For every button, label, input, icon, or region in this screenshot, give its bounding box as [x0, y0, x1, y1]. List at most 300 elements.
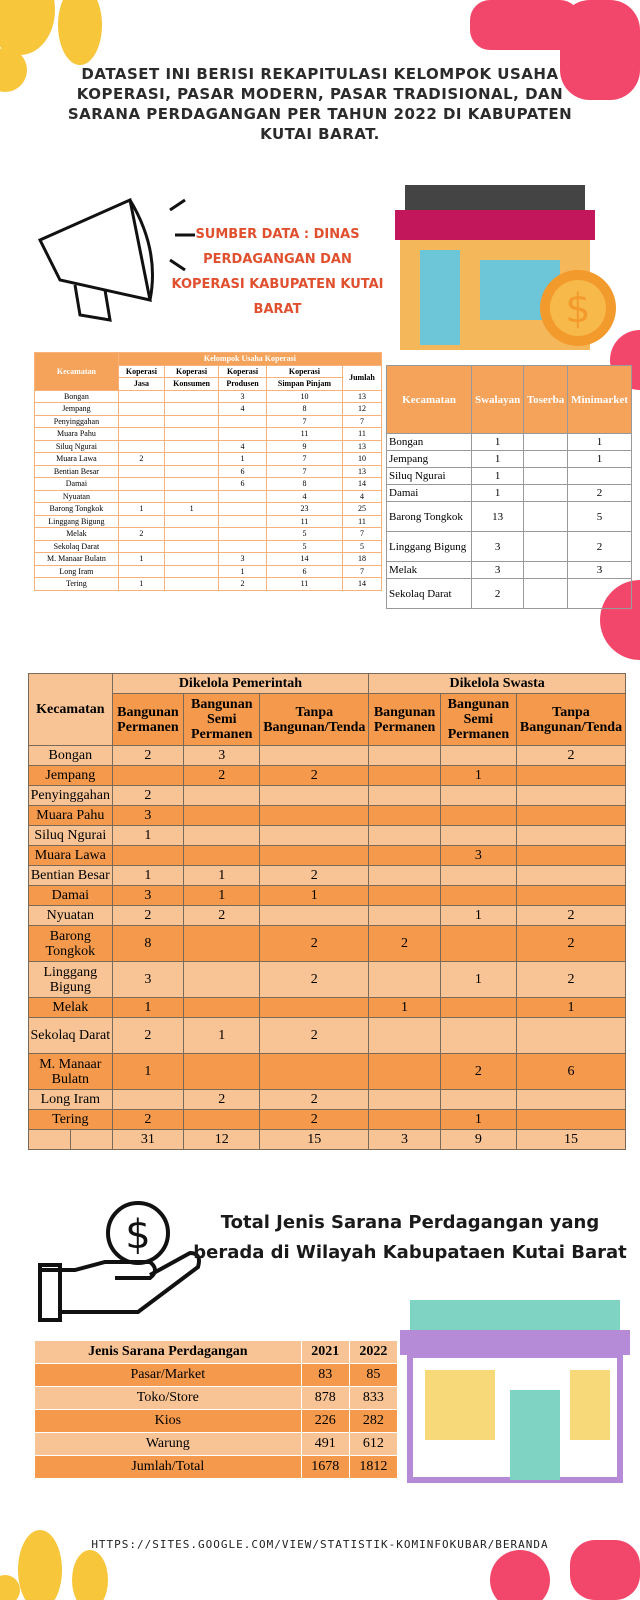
column-header: Toserba — [524, 366, 568, 434]
kecamatan-cell: M. Manaar Bulatn — [35, 553, 119, 566]
value-cell: 1 — [472, 451, 524, 468]
value-cell: 11 — [342, 515, 381, 528]
value-cell — [524, 434, 568, 451]
value-cell: 85 — [349, 1364, 397, 1387]
value-cell — [524, 468, 568, 485]
column-header: Bangunan Semi Permanen — [440, 694, 516, 746]
table-row — [29, 1110, 626, 1130]
table-row — [35, 403, 382, 416]
kecamatan-cell: Nyuatan — [29, 906, 113, 926]
table-row — [35, 1387, 398, 1410]
value-cell: 5 — [342, 540, 381, 553]
kecamatan-cell: Tering — [29, 1110, 113, 1130]
kecamatan-cell: Linggang Bigung — [29, 962, 113, 998]
value-cell — [219, 515, 267, 528]
value-cell: 282 — [349, 1410, 397, 1433]
kecamatan-cell: Linggang Bigung — [387, 532, 472, 562]
shop-front-icon — [400, 1300, 630, 1480]
value-cell — [369, 1018, 441, 1054]
kecamatan-cell: Siluq Ngurai — [35, 440, 119, 453]
value-cell: 14 — [342, 478, 381, 491]
table-row — [35, 553, 382, 566]
table-row — [387, 579, 632, 609]
jenis-cell: Warung — [35, 1433, 302, 1456]
value-cell: 2 — [516, 906, 625, 926]
kecamatan-cell: Linggang Bigung — [35, 515, 119, 528]
value-cell: 3 — [112, 962, 184, 998]
value-cell — [260, 786, 369, 806]
value-cell: 833 — [349, 1387, 397, 1410]
value-cell — [524, 562, 568, 579]
kecamatan-cell: Melak — [35, 528, 119, 541]
value-cell: 1 — [472, 434, 524, 451]
table-row — [35, 1364, 398, 1387]
table-row — [387, 562, 632, 579]
pasar-modern-table — [386, 365, 632, 609]
header-kecamatan: Kecamatan — [29, 674, 113, 746]
table-row — [35, 540, 382, 553]
value-cell — [165, 415, 219, 428]
value-cell — [516, 826, 625, 846]
kecamatan-cell: Tering — [35, 578, 119, 591]
value-cell — [524, 579, 568, 609]
value-cell — [516, 1090, 625, 1110]
value-cell — [440, 1090, 516, 1110]
value-cell — [516, 866, 625, 886]
value-cell: 7 — [342, 565, 381, 578]
kecamatan-cell: Damai — [29, 886, 113, 906]
value-cell: 2 — [260, 1018, 369, 1054]
value-cell: 13 — [342, 465, 381, 478]
value-cell — [369, 962, 441, 998]
value-cell — [184, 806, 260, 826]
kecamatan-cell: Sekolaq Darat — [29, 1018, 113, 1054]
svg-text:$: $ — [125, 1212, 151, 1258]
value-cell: 7 — [342, 528, 381, 541]
table-row — [35, 390, 382, 403]
col-bottom: Produsen — [219, 378, 267, 391]
value-cell: 2 — [260, 962, 369, 998]
value-cell: 2 — [440, 1054, 516, 1090]
value-cell — [524, 502, 568, 532]
table-row — [387, 468, 632, 485]
value-cell — [219, 415, 267, 428]
value-cell: 1 — [118, 578, 164, 591]
value-cell: 3 — [472, 532, 524, 562]
value-cell: 8 — [266, 478, 342, 491]
value-cell: 13 — [342, 390, 381, 403]
koperasi-table — [34, 352, 382, 591]
column-header: Bangunan Permanen — [112, 694, 184, 746]
kecamatan-cell: Sekolaq Darat — [35, 540, 119, 553]
value-cell — [440, 926, 516, 962]
value-cell — [219, 428, 267, 441]
value-cell — [165, 453, 219, 466]
value-cell — [369, 846, 441, 866]
value-cell — [260, 746, 369, 766]
svg-text:$: $ — [565, 286, 591, 332]
value-cell: 2 — [568, 532, 632, 562]
value-cell: 2 — [516, 746, 625, 766]
table-row — [35, 415, 382, 428]
kecamatan-cell: Jempang — [387, 451, 472, 468]
col-top: Koperasi — [118, 365, 164, 378]
kecamatan-cell: Siluq Ngurai — [29, 826, 113, 846]
value-cell: 25 — [342, 503, 381, 516]
table-row — [29, 806, 626, 826]
value-cell: 1 — [118, 553, 164, 566]
value-cell — [440, 786, 516, 806]
table-row — [29, 786, 626, 806]
value-cell — [118, 465, 164, 478]
value-cell: 11 — [266, 515, 342, 528]
value-cell — [260, 806, 369, 826]
value-cell: 2 — [260, 1090, 369, 1110]
value-cell: 7 — [266, 453, 342, 466]
value-cell — [184, 826, 260, 846]
table-row — [35, 565, 382, 578]
value-cell: 13 — [472, 502, 524, 532]
value-cell: 18 — [342, 553, 381, 566]
header-group: Kelompok Usaha Koperasi — [118, 353, 381, 366]
column-header: Kecamatan — [387, 366, 472, 434]
value-cell — [524, 451, 568, 468]
table-row — [29, 866, 626, 886]
value-cell — [165, 565, 219, 578]
value-cell: 2 — [516, 962, 625, 998]
value-cell: 2 — [472, 579, 524, 609]
value-cell: 7 — [342, 415, 381, 428]
header-kecamatan: Kecamatan — [35, 353, 119, 391]
value-cell: 6 — [516, 1054, 625, 1090]
value-cell — [165, 465, 219, 478]
kecamatan-cell: Muara Pahu — [29, 806, 113, 826]
table-row — [35, 1456, 398, 1479]
table-row — [35, 428, 382, 441]
value-cell — [516, 766, 625, 786]
table-row — [29, 998, 626, 1018]
kecamatan-cell: Nyuatan — [35, 490, 119, 503]
value-cell — [524, 532, 568, 562]
value-cell: 1 — [472, 485, 524, 502]
value-cell — [118, 403, 164, 416]
value-cell: 878 — [301, 1387, 349, 1410]
value-cell — [260, 846, 369, 866]
value-cell: 3 — [219, 553, 267, 566]
value-cell: 1 — [118, 503, 164, 516]
value-cell — [165, 490, 219, 503]
col-jumlah: Jumlah — [342, 365, 381, 390]
kecamatan-cell: Muara Lawa — [35, 453, 119, 466]
value-cell: 2 — [260, 1110, 369, 1130]
value-cell: 14 — [266, 553, 342, 566]
value-cell — [118, 478, 164, 491]
value-cell: 9 — [266, 440, 342, 453]
col-top: Koperasi — [219, 365, 267, 378]
value-cell: 2 — [184, 906, 260, 926]
total-cell: 9 — [440, 1130, 516, 1150]
value-cell — [184, 962, 260, 998]
table-row — [387, 502, 632, 532]
total-cell: 15 — [260, 1130, 369, 1150]
col-bottom: Jasa — [118, 378, 164, 391]
column-header: Swalayan — [472, 366, 524, 434]
col-bottom: Konsumen — [165, 378, 219, 391]
value-cell — [165, 440, 219, 453]
table-row — [387, 434, 632, 451]
value-cell — [568, 579, 632, 609]
sarana-table — [34, 1340, 398, 1479]
value-cell — [369, 746, 441, 766]
value-cell — [118, 515, 164, 528]
value-cell — [118, 415, 164, 428]
value-cell: 2 — [112, 906, 184, 926]
value-cell: 11 — [266, 428, 342, 441]
value-cell — [516, 806, 625, 826]
value-cell — [440, 826, 516, 846]
value-cell: 11 — [342, 428, 381, 441]
value-cell: 1 — [112, 866, 184, 886]
table-row — [29, 846, 626, 866]
value-cell — [260, 826, 369, 846]
value-cell: 10 — [342, 453, 381, 466]
kecamatan-cell: Jempang — [29, 766, 113, 786]
table-row — [387, 485, 632, 502]
value-cell: 1 — [440, 766, 516, 786]
value-cell — [369, 786, 441, 806]
value-cell — [369, 766, 441, 786]
value-cell — [184, 1110, 260, 1130]
kecamatan-cell: Barong Tongkok — [29, 926, 113, 962]
value-cell — [440, 998, 516, 1018]
jenis-cell: Kios — [35, 1410, 302, 1433]
hand-dollar-icon — [40, 1203, 199, 1320]
column-header: 2022 — [349, 1341, 397, 1364]
value-cell: 23 — [266, 503, 342, 516]
value-cell — [165, 553, 219, 566]
table-row — [387, 451, 632, 468]
value-cell — [516, 886, 625, 906]
value-cell — [165, 578, 219, 591]
value-cell: 5 — [568, 502, 632, 532]
pasar-tradisional-table — [28, 673, 626, 1150]
column-header: Jenis Sarana Perdagangan — [35, 1341, 302, 1364]
value-cell: 1 — [184, 1018, 260, 1054]
kecamatan-cell: Bongan — [35, 390, 119, 403]
kecamatan-cell: Bongan — [29, 746, 113, 766]
value-cell: 13 — [342, 440, 381, 453]
value-cell: 2 — [260, 926, 369, 962]
table-row — [29, 926, 626, 962]
value-cell: 2 — [184, 766, 260, 786]
value-cell — [112, 766, 184, 786]
source-text: SUMBER DATA : DINAS PERDAGANGAN DAN KOPERASI KABUPATEN KUTAI BARAT — [171, 227, 384, 317]
value-cell: 1 — [219, 453, 267, 466]
value-cell: 4 — [219, 440, 267, 453]
table-row — [29, 906, 626, 926]
table-row — [29, 1130, 626, 1150]
value-cell — [165, 478, 219, 491]
total-cell: 31 — [112, 1130, 184, 1150]
value-cell — [568, 468, 632, 485]
value-cell: 14 — [342, 578, 381, 591]
value-cell — [184, 846, 260, 866]
value-cell — [165, 528, 219, 541]
table-row — [29, 1090, 626, 1110]
kecamatan-cell: Damai — [35, 478, 119, 491]
value-cell: 4 — [342, 490, 381, 503]
value-cell — [219, 528, 267, 541]
kecamatan-cell: Damai — [387, 485, 472, 502]
table-row — [35, 478, 382, 491]
table-row — [35, 490, 382, 503]
header-group-swasta: Dikelola Swasta — [369, 674, 626, 694]
value-cell: 2 — [118, 528, 164, 541]
value-cell: 612 — [349, 1433, 397, 1456]
value-cell — [516, 846, 625, 866]
value-cell: 2 — [184, 1090, 260, 1110]
total-cell: 12 — [184, 1130, 260, 1150]
value-cell — [260, 998, 369, 1018]
kecamatan-cell: Muara Lawa — [29, 846, 113, 866]
value-cell: 3 — [440, 846, 516, 866]
value-cell: 3 — [184, 746, 260, 766]
table-row — [35, 1433, 398, 1456]
kecamatan-cell: Siluq Ngurai — [387, 468, 472, 485]
header-group-pemerintah: Dikelola Pemerintah — [112, 674, 369, 694]
value-cell: 2 — [516, 926, 625, 962]
dollar-coin-icon — [540, 270, 616, 346]
value-cell — [524, 485, 568, 502]
value-cell — [184, 926, 260, 962]
value-cell: 1 — [568, 434, 632, 451]
column-header: Tanpa Bangunan/Tenda — [260, 694, 369, 746]
kecamatan-cell: Penyinggahan — [29, 786, 113, 806]
value-cell — [260, 906, 369, 926]
value-cell: 5 — [266, 540, 342, 553]
value-cell — [184, 786, 260, 806]
value-cell — [369, 826, 441, 846]
table-row — [29, 826, 626, 846]
source-url-link[interactable]: HTTPS://SITES.GOOGLE.COM/VIEW/STATISTIK-KOMINFOKUBAR/BERANDA — [91, 1538, 549, 1551]
value-cell — [369, 1054, 441, 1090]
value-cell — [369, 806, 441, 826]
value-cell — [516, 786, 625, 806]
value-cell — [165, 390, 219, 403]
table-row — [35, 465, 382, 478]
value-cell — [260, 1054, 369, 1090]
col-bottom: Simpan Pinjam — [266, 378, 342, 391]
value-cell: 1 — [440, 1110, 516, 1130]
value-cell — [516, 1110, 625, 1130]
value-cell: 1812 — [349, 1456, 397, 1479]
table-row — [35, 503, 382, 516]
value-cell: 2 — [112, 1018, 184, 1054]
value-cell: 11 — [266, 578, 342, 591]
value-cell — [369, 906, 441, 926]
table-row — [29, 962, 626, 998]
value-cell: 1 — [369, 998, 441, 1018]
value-cell — [165, 403, 219, 416]
value-cell: 83 — [301, 1364, 349, 1387]
value-cell — [184, 998, 260, 1018]
value-cell: 5 — [266, 528, 342, 541]
table-row — [35, 1410, 398, 1433]
kecamatan-cell: Bongan — [387, 434, 472, 451]
value-cell — [516, 1018, 625, 1054]
column-header: Bangunan Permanen — [369, 694, 441, 746]
kecamatan-cell: Bentian Besar — [35, 465, 119, 478]
jenis-cell: Jumlah/Total — [35, 1456, 302, 1479]
value-cell: 1 — [184, 866, 260, 886]
value-cell: 2 — [219, 578, 267, 591]
column-header: 2021 — [301, 1341, 349, 1364]
value-cell — [184, 1054, 260, 1090]
value-cell: 8 — [112, 926, 184, 962]
value-cell: 3 — [112, 806, 184, 826]
value-cell: 2 — [112, 786, 184, 806]
table-row — [35, 578, 382, 591]
kecamatan-cell: Long Iram — [29, 1090, 113, 1110]
column-header: Bangunan Semi Permanen — [184, 694, 260, 746]
value-cell: 2 — [369, 926, 441, 962]
value-cell — [440, 886, 516, 906]
kecamatan-cell: Long Iram — [35, 565, 119, 578]
kecamatan-cell: Melak — [29, 998, 113, 1018]
value-cell — [118, 490, 164, 503]
value-cell — [440, 746, 516, 766]
value-cell: 3 — [568, 562, 632, 579]
value-cell: 4 — [266, 490, 342, 503]
value-cell — [369, 886, 441, 906]
value-cell: 6 — [219, 478, 267, 491]
value-cell: 1 — [516, 998, 625, 1018]
value-cell — [118, 565, 164, 578]
value-cell: 2 — [112, 1110, 184, 1130]
empty-cell — [70, 1130, 112, 1150]
empty-cell — [29, 1130, 71, 1150]
value-cell — [118, 440, 164, 453]
kecamatan-cell: Barong Tongkok — [35, 503, 119, 516]
table-row — [35, 453, 382, 466]
value-cell — [118, 428, 164, 441]
kecamatan-cell: Sekolaq Darat — [387, 579, 472, 609]
kecamatan-cell: Barong Tongkok — [387, 502, 472, 532]
column-header: Tanpa Bangunan/Tenda — [516, 694, 625, 746]
value-cell — [440, 1018, 516, 1054]
value-cell — [369, 1110, 441, 1130]
value-cell: 1 — [112, 998, 184, 1018]
value-cell: 1 — [165, 503, 219, 516]
value-cell: 1 — [260, 886, 369, 906]
table-row — [29, 746, 626, 766]
jenis-cell: Pasar/Market — [35, 1364, 302, 1387]
value-cell — [219, 503, 267, 516]
kecamatan-cell: Penyinggahan — [35, 415, 119, 428]
value-cell: 10 — [266, 390, 342, 403]
value-cell — [112, 1090, 184, 1110]
value-cell: 1 — [568, 451, 632, 468]
col-top: Koperasi — [266, 365, 342, 378]
table-row — [35, 440, 382, 453]
total-cell: 15 — [516, 1130, 625, 1150]
value-cell — [112, 846, 184, 866]
value-cell: 2 — [568, 485, 632, 502]
total-cell: 3 — [369, 1130, 441, 1150]
value-cell: 6 — [266, 565, 342, 578]
value-cell — [219, 540, 267, 553]
value-cell: 4 — [219, 403, 267, 416]
